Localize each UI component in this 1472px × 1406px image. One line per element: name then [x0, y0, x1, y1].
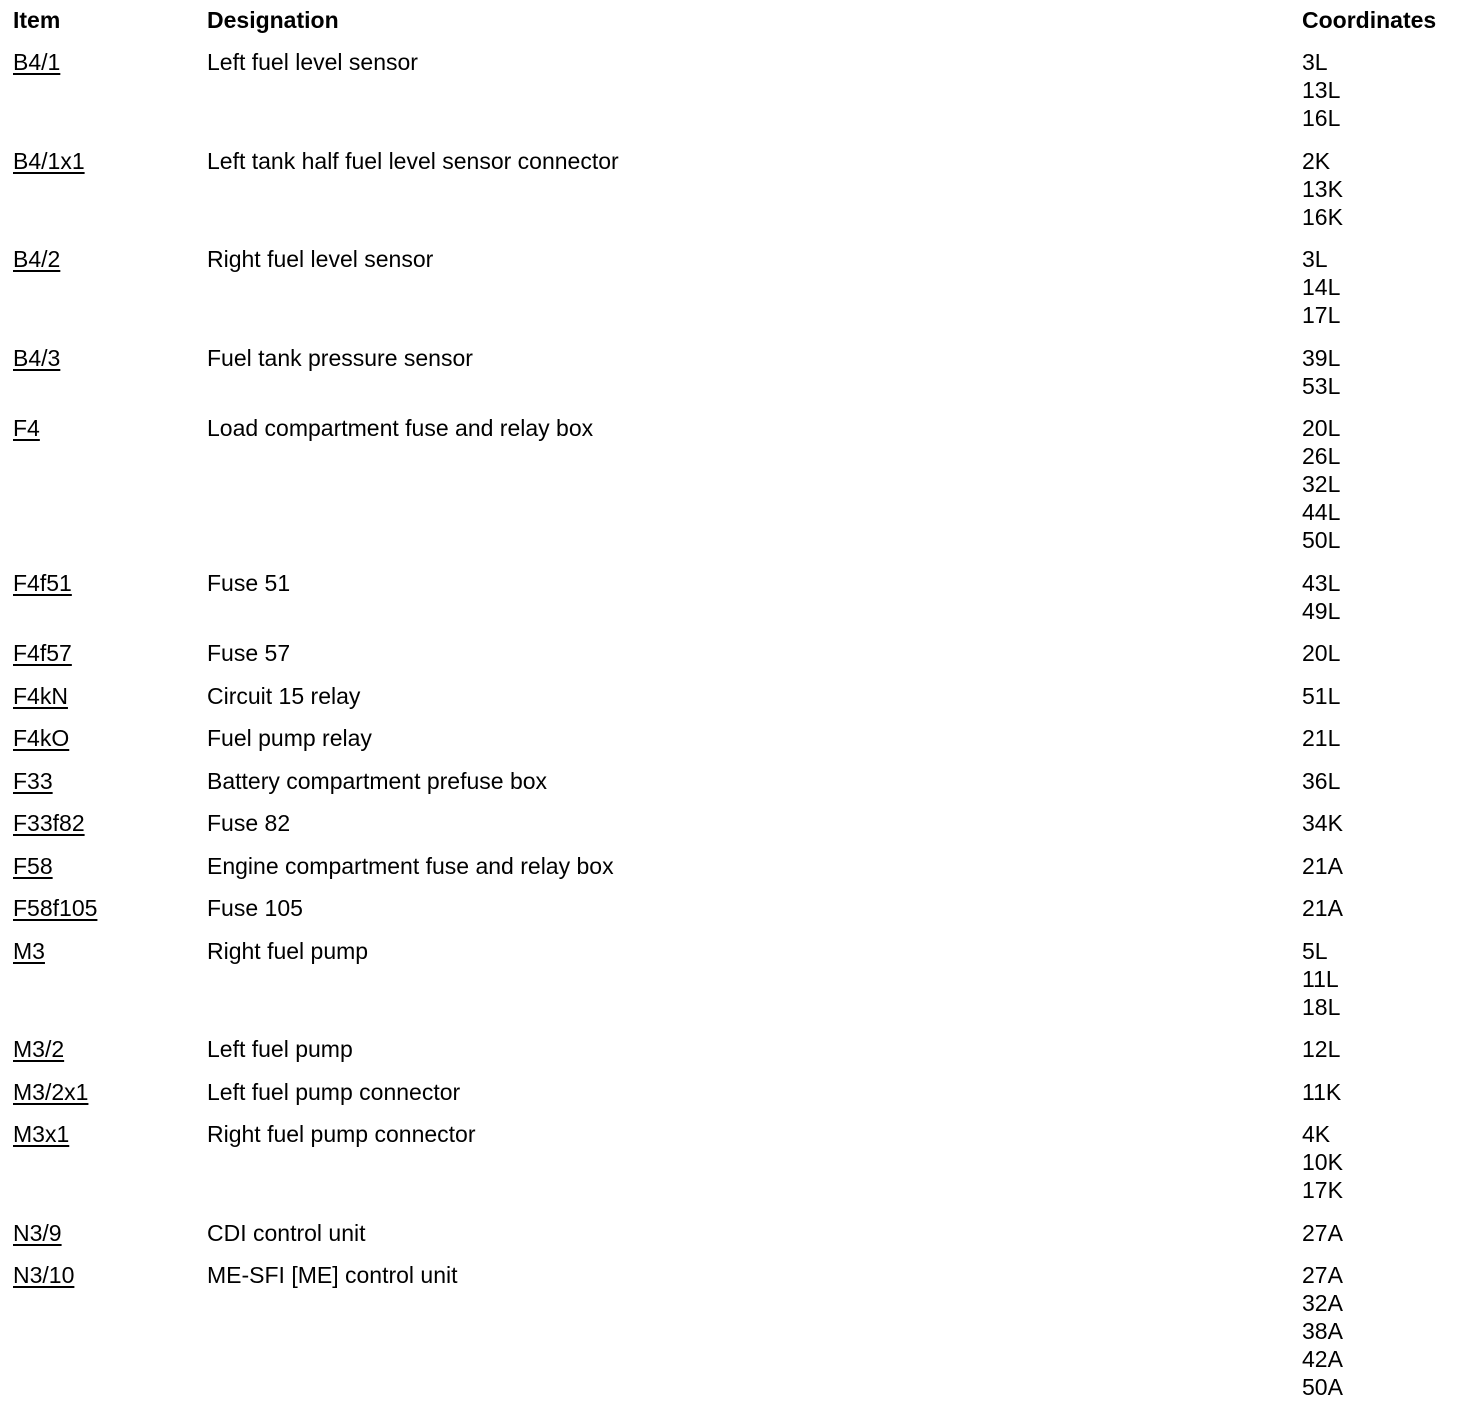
designation-text: Right fuel level sensor [207, 246, 434, 272]
coordinate-value: 42A [1302, 1346, 1343, 1372]
coordinate-value: 2K [1302, 148, 1331, 174]
item-link[interactable]: N3/9 [13, 1220, 62, 1246]
designation-text: Left fuel pump connector [207, 1079, 461, 1105]
item-link[interactable]: F4f51 [13, 570, 72, 596]
coordinate-value: 32L [1302, 471, 1341, 497]
designation-text: Fuse 57 [207, 640, 291, 666]
coordinate-value: 18L [1302, 994, 1341, 1020]
coordinates-list [1302, 344, 1340, 400]
designation-text: Battery compartment prefuse box [207, 768, 548, 794]
coordinate-value: 3L [1302, 246, 1328, 272]
coordinate-value: 50A [1302, 1374, 1343, 1400]
coordinate-value: 17K [1302, 1177, 1343, 1203]
coordinates-list [1302, 48, 1340, 132]
coordinate-value: 11L [1302, 966, 1339, 992]
item-link[interactable]: N3/10 [13, 1262, 75, 1288]
item-link[interactable]: B4/1 [13, 49, 61, 75]
coordinate-value: 51L [1302, 683, 1341, 709]
designation-text: Left tank half fuel level sensor connector [207, 148, 619, 174]
coordinate-value: 34K [1302, 810, 1343, 836]
coordinate-value: 17L [1302, 302, 1341, 328]
designation-text: Fuel tank pressure sensor [207, 345, 473, 371]
coordinates-list [1302, 414, 1340, 554]
item-link[interactable]: F33 [13, 768, 53, 794]
item-link[interactable]: F58 [13, 853, 53, 879]
item-link[interactable]: F4kO [13, 725, 70, 751]
coordinate-value: 39L [1302, 345, 1341, 371]
coordinates-list [1302, 245, 1340, 329]
item-link[interactable]: B4/3 [13, 345, 61, 371]
designation-text: Fuel pump relay [207, 725, 372, 751]
designation-text: Right fuel pump connector [207, 1121, 476, 1147]
header-coordinates: Coordinates [1302, 7, 1437, 33]
coordinate-value: 5L [1302, 938, 1328, 964]
item-link[interactable]: B4/2 [13, 246, 61, 272]
coordinate-value: 27A [1302, 1220, 1343, 1246]
coordinate-value: 21A [1302, 895, 1343, 921]
coordinates-list [1302, 639, 1340, 667]
coordinates-list [1302, 724, 1340, 752]
designation-text: Fuse 51 [207, 570, 291, 596]
designation-text: Left fuel level sensor [207, 49, 418, 75]
coordinate-value: 11K [1302, 1079, 1342, 1105]
coordinate-value: 27A [1302, 1262, 1343, 1288]
coordinates-list [1302, 852, 1343, 880]
item-link[interactable]: B4/1x1 [13, 148, 85, 174]
coordinate-value: 49L [1302, 598, 1341, 624]
coordinate-value: 3L [1302, 49, 1328, 75]
coordinates-list [1302, 1261, 1343, 1401]
coordinate-value: 16L [1302, 105, 1341, 131]
designation-text: Right fuel pump [207, 938, 369, 964]
header-designation: Designation [207, 7, 339, 33]
coordinates-list [1302, 1078, 1341, 1106]
coordinate-value: 44L [1302, 499, 1341, 525]
coordinates-list [1302, 147, 1343, 231]
coordinates-list [1302, 1120, 1343, 1204]
coordinates-list [1302, 809, 1343, 837]
item-link[interactable]: F58f105 [13, 895, 98, 921]
coordinates-list [1302, 682, 1340, 710]
table-header [0, 6, 1472, 34]
coordinates-list [1302, 767, 1340, 795]
coordinate-value: 53L [1302, 373, 1341, 399]
coordinate-value: 10K [1302, 1149, 1343, 1175]
coordinate-value: 21L [1302, 725, 1341, 751]
header-item: Item [13, 7, 61, 33]
coordinates-list [1302, 1035, 1340, 1063]
coordinate-value: 16K [1302, 204, 1343, 230]
coordinate-value: 20L [1302, 640, 1341, 666]
item-link[interactable]: M3 [13, 938, 45, 964]
coordinate-value: 13K [1302, 176, 1343, 202]
designation-text: Engine compartment fuse and relay box [207, 853, 614, 879]
item-link[interactable]: M3/2 [13, 1036, 65, 1062]
designation-text: ME-SFI [ME] control unit [207, 1262, 458, 1288]
designation-text: Fuse 105 [207, 895, 303, 921]
coordinate-value: 12L [1302, 1036, 1341, 1062]
coordinate-value: 13L [1302, 77, 1341, 103]
coordinate-value: 14L [1302, 274, 1341, 300]
coordinate-value: 38A [1302, 1318, 1343, 1344]
designation-text: Circuit 15 relay [207, 683, 361, 709]
designation-text: Fuse 82 [207, 810, 291, 836]
designation-text: Load compartment fuse and relay box [207, 415, 594, 441]
item-link[interactable]: F4 [13, 415, 40, 441]
coordinate-value: 21A [1302, 853, 1343, 879]
item-link[interactable]: M3x1 [13, 1121, 70, 1147]
coordinate-value: 4K [1302, 1121, 1331, 1147]
item-link[interactable]: F4f57 [13, 640, 72, 666]
coordinate-value: 20L [1302, 415, 1341, 441]
item-link[interactable]: M3/2x1 [13, 1079, 89, 1105]
coordinates-list [1302, 1219, 1343, 1247]
coordinate-value: 36L [1302, 768, 1341, 794]
coordinate-value: 26L [1302, 443, 1341, 469]
item-link[interactable]: F33f82 [13, 810, 85, 836]
item-link[interactable]: F4kN [13, 683, 68, 709]
coordinate-value: 32A [1302, 1290, 1343, 1316]
designation-text: CDI control unit [207, 1220, 366, 1246]
coordinate-value: 50L [1302, 527, 1341, 553]
coordinates-list [1302, 894, 1343, 922]
designation-text: Left fuel pump [207, 1036, 353, 1062]
coordinates-list [1302, 937, 1340, 1021]
coordinates-list [1302, 569, 1340, 625]
coordinate-value: 43L [1302, 570, 1341, 596]
